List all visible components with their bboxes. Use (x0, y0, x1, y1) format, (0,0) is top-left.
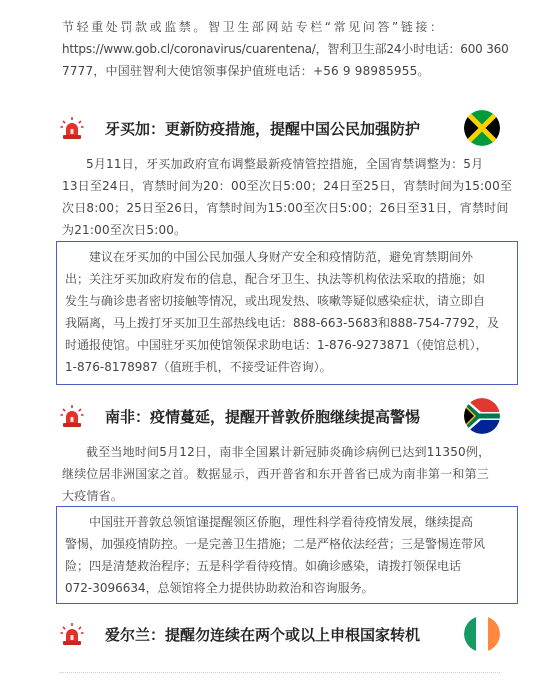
text-line: 7777，中国驻智利大使馆领事保护值班电话：+56 9 98985955。 (62, 64, 430, 78)
text-line: 出；关注牙买加政府发布的信息，配合牙卫生、执法等机构依法采取的措施；如 (65, 272, 486, 286)
ireland-flag-icon (464, 616, 500, 652)
jamaica-intro-paragraph (62, 153, 513, 241)
section-title: 爱尔兰：提醒勿连续在两个或以上申根国家转机 (105, 626, 421, 644)
section-heading-south-africa (0, 396, 554, 436)
text-line: 072-3096634，总领馆将全力提供协助救治和咨询服务。 (65, 581, 374, 595)
south-africa-intro-paragraph (62, 441, 502, 507)
jamaica-advice-box (56, 241, 518, 385)
section-title: 牙买加：更新防疫措施，提醒中国公民加强防护 (105, 120, 421, 138)
text-line: 我隔离，马上拨打牙买加卫生部热线电话：888-663-5683和888-754-7792，及 (65, 316, 500, 330)
text-line: 大疫情省。 (62, 489, 124, 503)
text-line: 建议在牙买加的中国公民加强人身财产安全和疫情防范，避免宵禁期间外 (89, 250, 474, 264)
text-line: 警惕，加强疫情防控。一是完善卫生措施；二是严格依法经营；三是警惕连带风 (65, 537, 486, 551)
text-line: https://www.gob.cl/coronavirus/cuarentena/，智利卫生部24小时电话：600 360 (62, 42, 509, 56)
section-title: 南非：疫情蔓延，提醒开普敦侨胞继续提高警惕 (105, 408, 421, 426)
text-line: 1-876-8178987（值班手机，不接受证件咨询）。 (65, 360, 332, 374)
text-line: 次日8:00；25日至26日，宵禁时间为15:00至次日5:00；26日至31日，宵禁时间 (62, 201, 509, 215)
text-line: 时通报使馆。中国驻牙买加使馆领保求助电话：1-876-9273871（使馆总机）， (65, 338, 488, 352)
text-line: 截至当地时间5月12日，南非全国累计新冠肺炎确诊病例已达到11350例， (86, 445, 491, 459)
section-heading-ireland (0, 614, 554, 654)
text-line: 险；四是清楚救治程序；五是科学看待疫情。如确诊感染，请拨打领保电话 (65, 559, 462, 573)
text-line: 节轻重处罚款或监禁。智卫生部网站专栏“常见问答”链接： (62, 20, 445, 34)
text-line: 发生与确诊患者密切接触等情况，或出现发热、咳嗽等疑似感染症状，请立即自 (65, 294, 486, 308)
text-line: 为21:00至次日5:00。 (62, 223, 187, 237)
south-africa-advice-box (56, 506, 518, 604)
chile-paragraph (62, 16, 509, 82)
alarm-light-icon (60, 116, 84, 140)
text-line: 继续位居非洲国家之首。数据显示，西开普省和东开普省已成为南非第一和第三 (62, 467, 490, 481)
alarm-light-icon (60, 622, 84, 646)
south-africa-flag-icon (464, 398, 500, 434)
divider (60, 672, 500, 673)
text-line: 中国驻开普敦总领馆谨提醒领区侨胞，理性科学看待疫情发展，继续提高 (89, 515, 474, 529)
text-line: 13日至24日，宵禁时间为20：00至次日5:00；24日至25日，宵禁时间为15:00至 (62, 179, 513, 193)
jamaica-flag-icon (464, 110, 500, 146)
text-line: 5月11日，牙买加政府宣布调整最新疫情管控措施，全国宵禁调整为：5月 (86, 157, 484, 171)
section-heading-jamaica (0, 108, 554, 148)
alarm-light-icon (60, 404, 84, 428)
